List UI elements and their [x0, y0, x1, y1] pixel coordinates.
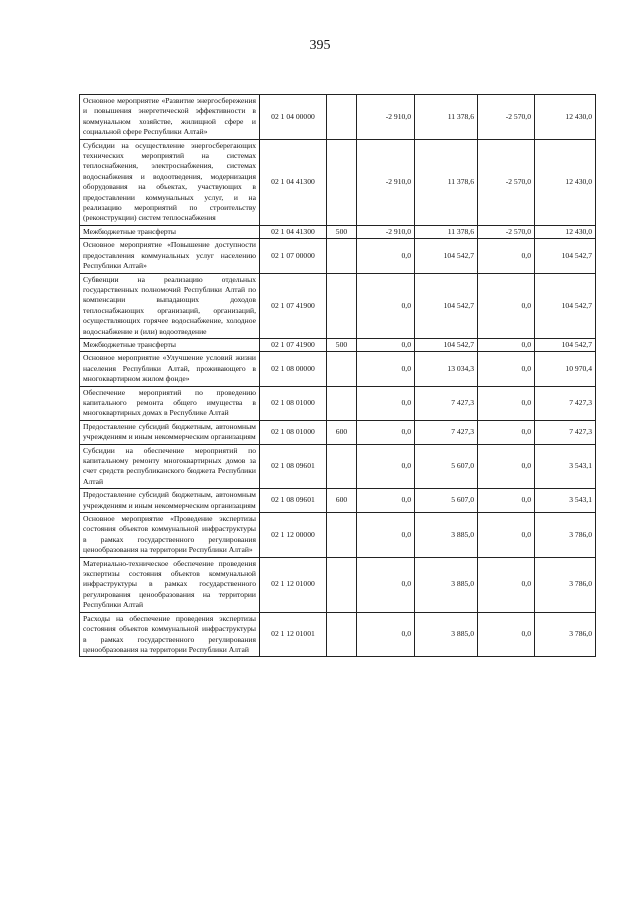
row-amount-3: 0,0 — [478, 513, 535, 558]
row-name: Предоставление субсидий бюджетным, автономным учреждениям и иным некоммерческим организациям — [80, 489, 260, 513]
row-amount-1: 0,0 — [357, 386, 415, 420]
row-name: Субсидии на обеспечение мероприятий по капитальному ремонту многоквартирных домов за счет средств республиканского бюджета Республики Алтай — [80, 444, 260, 489]
row-amount-1: -2 910,0 — [357, 139, 415, 225]
row-amount-1: 0,0 — [357, 420, 415, 444]
row-code: 02 1 07 41900 — [260, 273, 327, 338]
row-amount-2: 11 378,6 — [415, 225, 478, 238]
row-amount-3: 0,0 — [478, 557, 535, 612]
row-name: Материально-техническое обеспечение проведения экспертизы состояния объектов коммунальной инфраструктуры в рамках государственного регулирования ценообразования на территории Республики Алтай — [80, 557, 260, 612]
row-amount-3: 0,0 — [478, 444, 535, 489]
table-row — [80, 489, 596, 513]
row-code: 02 1 07 00000 — [260, 239, 327, 273]
row-code: 02 1 08 01000 — [260, 386, 327, 420]
row-amount-3: 0,0 — [478, 420, 535, 444]
row-amount-2: 11 378,6 — [415, 139, 478, 225]
table-row — [80, 139, 596, 225]
row-amount-4: 3 786,0 — [535, 513, 596, 558]
row-amount-4: 7 427,3 — [535, 386, 596, 420]
row-expense-type — [327, 352, 357, 386]
row-code: 02 1 04 41300 — [260, 225, 327, 238]
row-amount-3: 0,0 — [478, 489, 535, 513]
row-amount-1: 0,0 — [357, 612, 415, 657]
row-expense-type — [327, 139, 357, 225]
row-name: Обеспечение мероприятий по проведению капитального ремонта общего имущества в многоквартирных домах в Республике Алтай — [80, 386, 260, 420]
row-amount-4: 12 430,0 — [535, 225, 596, 238]
row-amount-1: 0,0 — [357, 239, 415, 273]
row-name: Основное мероприятие «Улучшение условий жизни населения Республики Алтай, проживающего в многоквартирном жилом фонде» — [80, 352, 260, 386]
row-amount-2: 5 607,0 — [415, 444, 478, 489]
row-amount-4: 3 786,0 — [535, 557, 596, 612]
row-amount-4: 12 430,0 — [535, 95, 596, 140]
row-name: Межбюджетные трансферты — [80, 225, 260, 238]
row-amount-1: 0,0 — [357, 489, 415, 513]
row-expense-type — [327, 513, 357, 558]
row-amount-1: 0,0 — [357, 273, 415, 338]
row-amount-4: 3 786,0 — [535, 612, 596, 657]
row-amount-3: -2 570,0 — [478, 139, 535, 225]
table-row — [80, 420, 596, 444]
table-row — [80, 273, 596, 338]
row-name: Основное мероприятие «Проведение экспертизы состояния объектов коммунальной инфраструктуры в рамках государственного регулирования ценообразования на территории Республики Алтай» — [80, 513, 260, 558]
row-amount-2: 3 885,0 — [415, 612, 478, 657]
row-amount-3: -2 570,0 — [478, 225, 535, 238]
row-code: 02 1 12 01001 — [260, 612, 327, 657]
row-amount-4: 104 542,7 — [535, 273, 596, 338]
row-code: 02 1 12 01000 — [260, 557, 327, 612]
row-amount-2: 104 542,7 — [415, 338, 478, 351]
row-amount-1: -2 910,0 — [357, 225, 415, 238]
row-code: 02 1 04 00000 — [260, 95, 327, 140]
row-amount-1: 0,0 — [357, 557, 415, 612]
row-amount-4: 3 543,1 — [535, 489, 596, 513]
row-name: Межбюджетные трансферты — [80, 338, 260, 351]
row-name: Основное мероприятие «Развитие энергосбережения и повышения энергетической эффективности в коммунальном хозяйстве, жилищной сфере и социальной сфере Республики Алтай» — [80, 95, 260, 140]
row-amount-2: 104 542,7 — [415, 239, 478, 273]
row-amount-1: 0,0 — [357, 338, 415, 351]
row-name: Субсидии на осуществление энергосберегающих технических мероприятий на системах теплоснабжения, электроснабжения, системах водоснабжения и водоотведения, модернизация оборудования на объектах, участвующих в предоставлении коммунальных услуг, и на реализацию мероприятий по строительству (реконструкции) систем теплоснабжения — [80, 139, 260, 225]
row-expense-type: 500 — [327, 225, 357, 238]
row-code: 02 1 08 09601 — [260, 489, 327, 513]
row-amount-2: 104 542,7 — [415, 273, 478, 338]
row-code: 02 1 07 41900 — [260, 338, 327, 351]
row-expense-type — [327, 386, 357, 420]
row-expense-type — [327, 557, 357, 612]
table-row — [80, 386, 596, 420]
row-amount-4: 7 427,3 — [535, 420, 596, 444]
row-expense-type — [327, 612, 357, 657]
row-name: Субвенции на реализацию отдельных государственных полномочий Республики Алтай по компенсации выпадающих доходов теплоснабжающих организаций, организаций, осуществляющих горячее водоснабжение, холодное водоснабжение и (или) водоотведение — [80, 273, 260, 338]
page-number: 395 — [309, 38, 331, 53]
row-code: 02 1 04 41300 — [260, 139, 327, 225]
row-amount-3: -2 570,0 — [478, 95, 535, 140]
row-amount-1: 0,0 — [357, 513, 415, 558]
table-row — [80, 239, 596, 273]
row-expense-type: 500 — [327, 338, 357, 351]
row-amount-2: 11 378,6 — [415, 95, 478, 140]
row-expense-type: 600 — [327, 420, 357, 444]
table-row — [80, 225, 596, 238]
row-amount-4: 10 970,4 — [535, 352, 596, 386]
row-amount-3: 0,0 — [478, 273, 535, 338]
row-amount-3: 0,0 — [478, 612, 535, 657]
row-expense-type: 600 — [327, 489, 357, 513]
table-row — [80, 557, 596, 612]
row-amount-3: 0,0 — [478, 338, 535, 351]
budget-table — [79, 94, 596, 657]
table-row — [80, 612, 596, 657]
row-name: Расходы на обеспечение проведения экспертизы состояния объектов коммунальной инфраструктуры в рамках государственного регулирования ценообразования на территории Республики Алтай — [80, 612, 260, 657]
table-row — [80, 338, 596, 351]
row-amount-1: 0,0 — [357, 352, 415, 386]
row-amount-2: 5 607,0 — [415, 489, 478, 513]
table-row — [80, 513, 596, 558]
budget-table-body — [80, 95, 596, 657]
row-code: 02 1 08 00000 — [260, 352, 327, 386]
row-amount-3: 0,0 — [478, 352, 535, 386]
row-amount-3: 0,0 — [478, 386, 535, 420]
row-amount-4: 104 542,7 — [535, 239, 596, 273]
row-amount-1: 0,0 — [357, 444, 415, 489]
row-expense-type — [327, 444, 357, 489]
row-amount-4: 104 542,7 — [535, 338, 596, 351]
row-amount-2: 13 034,3 — [415, 352, 478, 386]
row-amount-2: 7 427,3 — [415, 386, 478, 420]
row-amount-1: -2 910,0 — [357, 95, 415, 140]
row-amount-2: 3 885,0 — [415, 557, 478, 612]
row-amount-4: 12 430,0 — [535, 139, 596, 225]
row-amount-4: 3 543,1 — [535, 444, 596, 489]
row-name: Основное мероприятие «Повышение доступности предоставления коммунальных услуг населению Республики Алтай» — [80, 239, 260, 273]
row-name: Предоставление субсидий бюджетным, автономным учреждениям и иным некоммерческим организациям — [80, 420, 260, 444]
row-amount-2: 3 885,0 — [415, 513, 478, 558]
row-code: 02 1 12 00000 — [260, 513, 327, 558]
row-expense-type — [327, 273, 357, 338]
table-row — [80, 444, 596, 489]
row-code: 02 1 08 09601 — [260, 444, 327, 489]
table-row — [80, 95, 596, 140]
row-expense-type — [327, 95, 357, 140]
row-code: 02 1 08 01000 — [260, 420, 327, 444]
row-expense-type — [327, 239, 357, 273]
row-amount-3: 0,0 — [478, 239, 535, 273]
row-amount-2: 7 427,3 — [415, 420, 478, 444]
table-row — [80, 352, 596, 386]
